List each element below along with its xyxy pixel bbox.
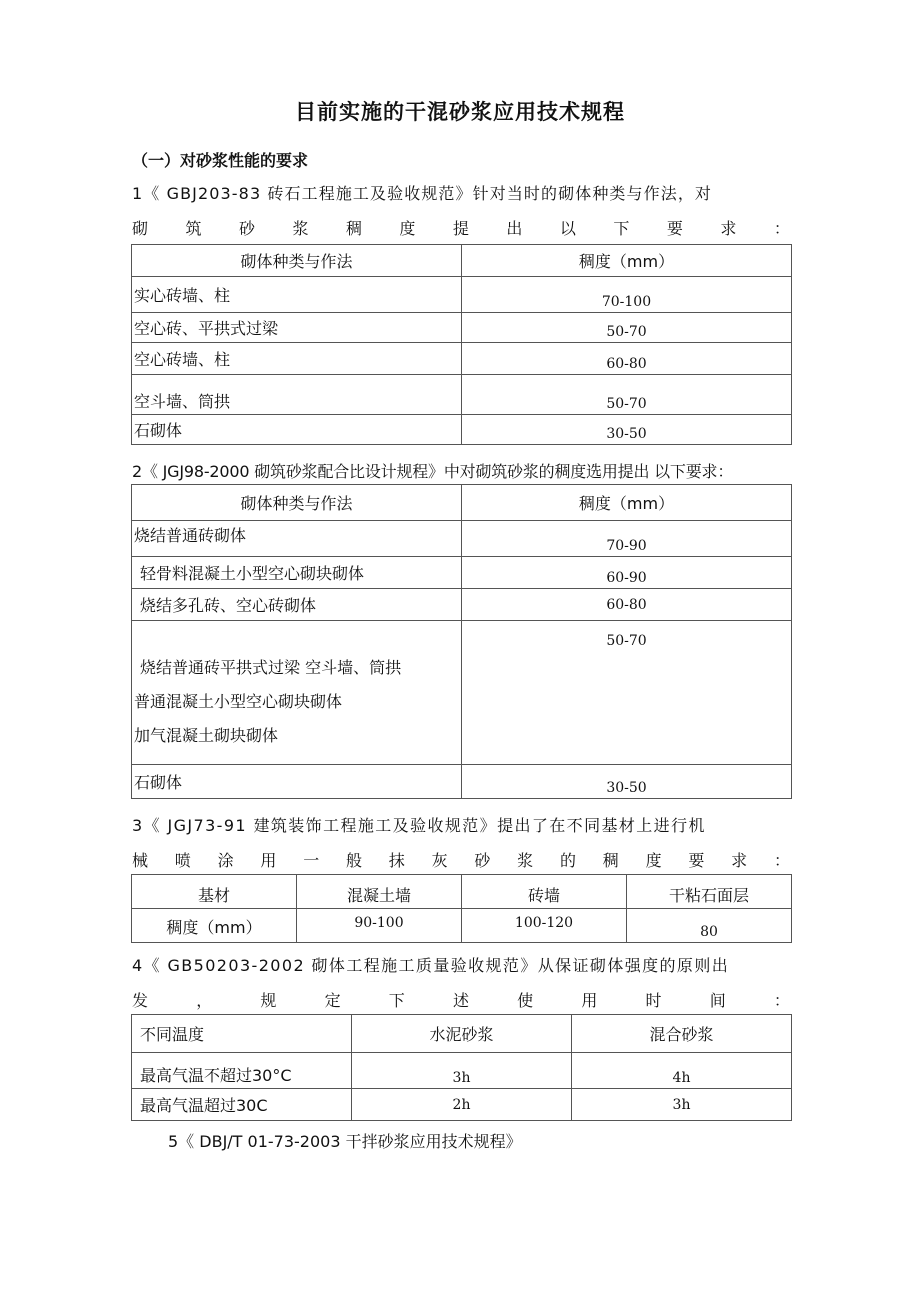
table-row (132, 1053, 792, 1089)
value-cell: 50-70 (462, 621, 792, 765)
label-cell: 稠度（mm） (132, 909, 297, 943)
spread-char: 的 (559, 851, 576, 870)
spread-char: 间 (709, 991, 726, 1010)
table-row (132, 521, 792, 557)
spread-char: 发 (132, 991, 149, 1010)
spread-char: 规 (260, 991, 277, 1010)
table-4 (131, 1014, 792, 1121)
table-row (132, 1089, 792, 1121)
type-cell: 空心砖墙、柱 (132, 343, 462, 375)
table-row (132, 415, 792, 445)
header-cell: 基材 (132, 875, 297, 909)
multi-line: 烧结普通砖平拱式过梁 空斗墙、筒拱 (140, 658, 402, 677)
spread-char: 出 (506, 219, 523, 238)
spread-char: 下 (388, 991, 405, 1010)
spread-char: 提 (452, 219, 469, 238)
value-cell: 30-50 (462, 765, 792, 799)
type-cell: 石砌体 (132, 765, 462, 799)
type-cell: 空斗墙、筒拱 (132, 375, 462, 415)
spread-char: 砂 (474, 851, 491, 870)
spread-char: 稠 (602, 851, 619, 870)
spread-char: 下 (613, 219, 630, 238)
item-3-line-1: 3《 JGJ73-91 建筑装饰工程施工及验收规范》提出了在不同基材上进行机 (132, 816, 706, 835)
spread-char: 度 (399, 219, 416, 238)
table-row (132, 343, 792, 375)
item-1-line-1: 1《 GBJ203-83 砖石工程施工及验收规范》针对当时的砌体种类与作法，对 (132, 184, 713, 203)
table-row (132, 765, 792, 799)
value-cell: 100-120 (462, 909, 627, 943)
spread-char: 一 (303, 851, 320, 870)
table-3 (131, 874, 792, 943)
multi-type-cell (132, 621, 462, 765)
spread-char: 要 (688, 851, 705, 870)
table-row (132, 375, 792, 415)
type-cell: 实心砖墙、柱 (132, 277, 462, 313)
table-row (132, 875, 792, 909)
spread-char: 用 (260, 851, 277, 870)
value-cell: 60-80 (462, 589, 792, 621)
header-cell: 稠度（mm） (462, 485, 792, 521)
value-cell: 2h (352, 1089, 572, 1121)
table-row (132, 589, 792, 621)
header-cell: 不同温度 (132, 1015, 352, 1053)
type-cell: 空心砖、平拱式过梁 (132, 313, 462, 343)
type-cell: 烧结普通砖砌体 (132, 521, 462, 557)
spread-char: 涂 (217, 851, 234, 870)
type-cell: 轻骨料混凝土小型空心砌块砌体 (132, 557, 462, 589)
spread-char: 喷 (174, 851, 191, 870)
spread-char: 砂 (238, 219, 255, 238)
table-row (132, 557, 792, 589)
spread-char: 时 (645, 991, 662, 1010)
spread-char: 使 (517, 991, 534, 1010)
page-title: 目前实施的干混砂浆应用技术规程 (295, 100, 625, 124)
value-cell: 70-90 (462, 521, 792, 557)
value-cell: 90-100 (297, 909, 462, 943)
header-cell: 干粘石面层 (627, 875, 792, 909)
spread-char: ： (773, 991, 790, 1010)
spread-char: 定 (324, 991, 341, 1010)
spread-char: 筑 (185, 219, 202, 238)
spread-char: 砌 (132, 219, 149, 238)
item-4-line-2 (132, 988, 790, 1011)
section-heading: （一）对砂浆性能的要求 (132, 151, 309, 170)
spread-char: 度 (645, 851, 662, 870)
temp-cell: 最高气温超过30C (132, 1089, 352, 1121)
spread-char: 求 (720, 219, 737, 238)
item-3-line-2 (132, 848, 790, 871)
spread-char: 浆 (292, 219, 309, 238)
type-cell: 石砌体 (132, 415, 462, 445)
header-cell: 混合砂浆 (572, 1015, 792, 1053)
value-cell: 60-80 (462, 343, 792, 375)
table-row (132, 1015, 792, 1053)
spread-char: 械 (132, 851, 149, 870)
table-row (132, 313, 792, 343)
spread-char: 般 (345, 851, 362, 870)
value-cell: 30-50 (462, 415, 792, 445)
value-cell: 3h (572, 1089, 792, 1121)
item-2-line: 2《 JGJ98-2000 砌筑砂浆配合比设计规程》中对砌筑砂浆的稠度选用提出 以下要求： (132, 462, 734, 481)
spread-char: ： (773, 851, 790, 870)
spread-char: 浆 (517, 851, 534, 870)
spread-char: 稠 (345, 219, 362, 238)
header-cell: 砌体种类与作法 (132, 485, 462, 521)
table-row (132, 245, 792, 277)
spread-char: 以 (559, 219, 576, 238)
value-cell: 4h (572, 1053, 792, 1089)
multi-line: 加气混凝土砌块砌体 (134, 726, 279, 745)
spread-char: ， (196, 991, 213, 1010)
value-cell: 80 (627, 909, 792, 943)
value-cell: 60-90 (462, 557, 792, 589)
value-cell: 70-100 (462, 277, 792, 313)
spread-char: 要 (666, 219, 683, 238)
spread-char: ： (773, 219, 790, 238)
spread-char: 述 (452, 991, 469, 1010)
spread-char: 求 (731, 851, 748, 870)
header-cell: 水泥砂浆 (352, 1015, 572, 1053)
table-row (132, 277, 792, 313)
temp-cell: 最高气温不超过30°C (132, 1053, 352, 1089)
spread-char: 抹 (388, 851, 405, 870)
type-cell: 烧结多孔砖、空心砖砌体 (132, 589, 462, 621)
spread-char: 用 (581, 991, 598, 1010)
header-cell: 稠度（mm） (462, 245, 792, 277)
table-1 (131, 244, 792, 445)
table-row (132, 909, 792, 943)
item-4-line-1: 4《 GB50203-2002 砌体工程施工质量验收规范》从保证砌体强度的原则出 (132, 956, 730, 975)
item-1-line-2 (132, 216, 790, 239)
header-cell: 砌体种类与作法 (132, 245, 462, 277)
header-cell: 混凝土墙 (297, 875, 462, 909)
header-cell: 砖墙 (462, 875, 627, 909)
table-row (132, 621, 792, 765)
value-cell: 3h (352, 1053, 572, 1089)
value-cell: 50-70 (462, 313, 792, 343)
multi-line: 普通混凝土小型空心砌块砌体 (134, 692, 343, 711)
table-row (132, 485, 792, 521)
table-2 (131, 484, 792, 799)
value-cell: 50-70 (462, 375, 792, 415)
item-5-line: 5《 DBJ/T 01-73-2003 干拌砂浆应用技术规程》 (168, 1132, 522, 1151)
spread-char: 灰 (431, 851, 448, 870)
